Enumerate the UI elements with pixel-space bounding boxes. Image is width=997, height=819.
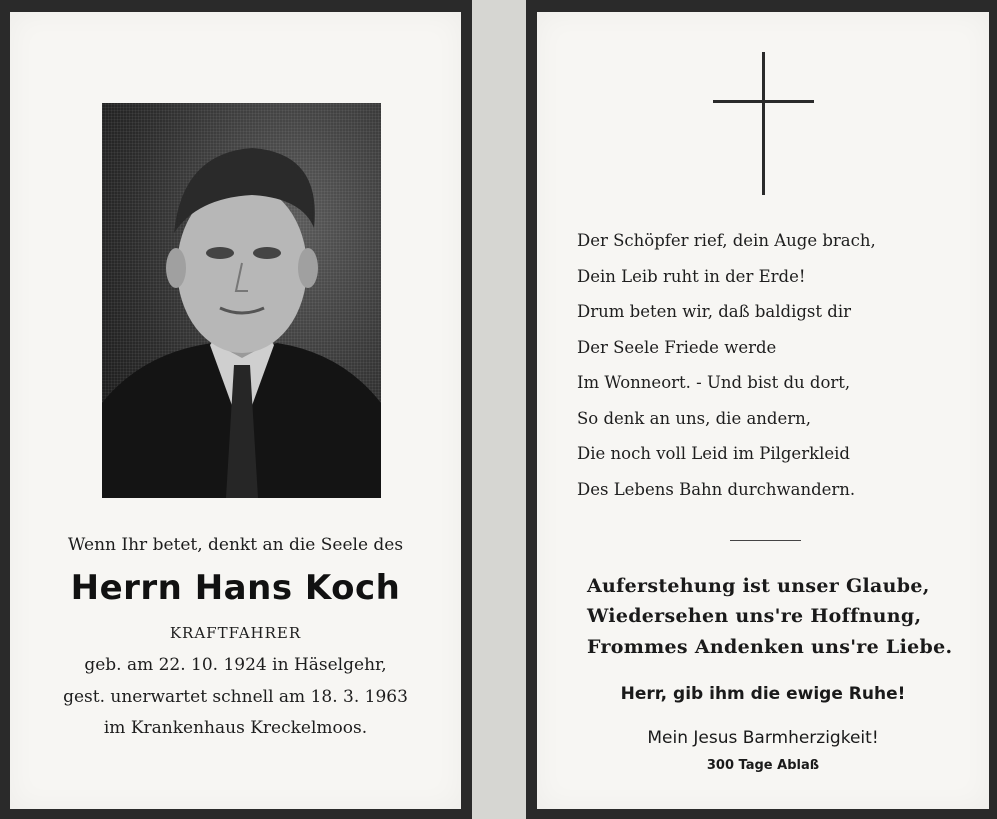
poem-line: Im Wonneort. - Und bist du dort, xyxy=(577,373,851,392)
poem-line: Der Seele Friede werde xyxy=(577,338,777,357)
invocation-line: Mein Jesus Barmherzigkeit! xyxy=(647,728,879,748)
poem-line: Die noch voll Leid im Pilgerkleid xyxy=(577,444,850,463)
poem-line: Des Lebens Bahn durchwandern. xyxy=(577,480,856,499)
occupation: KRAFTFAHRER xyxy=(169,624,302,642)
poem-line: Der Schöpfer rief, dein Auge brach, xyxy=(577,231,876,250)
deceased-name: Herrn Hans Koch xyxy=(70,568,401,608)
indulgence-line: 300 Tage Ablaß xyxy=(706,758,820,773)
prayer-line: Herr, gib ihm die ewige Ruhe! xyxy=(620,684,906,704)
divider xyxy=(730,540,801,541)
portrait-photo xyxy=(102,103,381,498)
death-line: gest. unerwartet schnell am 18. 3. 1963 xyxy=(63,687,408,707)
poem-line: Drum beten wir, daß baldigst dir xyxy=(577,302,852,321)
poem-line: So denk an uns, die andern, xyxy=(577,409,811,428)
place-line: im Krankenhaus Kreckelmoos. xyxy=(103,718,368,738)
motto-line: Frommes Andenken uns're Liebe. xyxy=(587,636,953,658)
poem-line: Dein Leib ruht in der Erde! xyxy=(577,267,806,286)
memorial-card-front xyxy=(10,12,461,809)
intro-line: Wenn Ihr betet, denkt an die Seele des xyxy=(67,535,404,555)
birth-line: geb. am 22. 10. 1924 in Häselgehr, xyxy=(84,655,387,675)
motto-line: Auferstehung ist unser Glaube, xyxy=(587,575,930,597)
memorial-card-back xyxy=(537,12,989,809)
center-gutter xyxy=(472,0,526,819)
motto-line: Wiedersehen uns're Hoffnung, xyxy=(587,605,922,627)
